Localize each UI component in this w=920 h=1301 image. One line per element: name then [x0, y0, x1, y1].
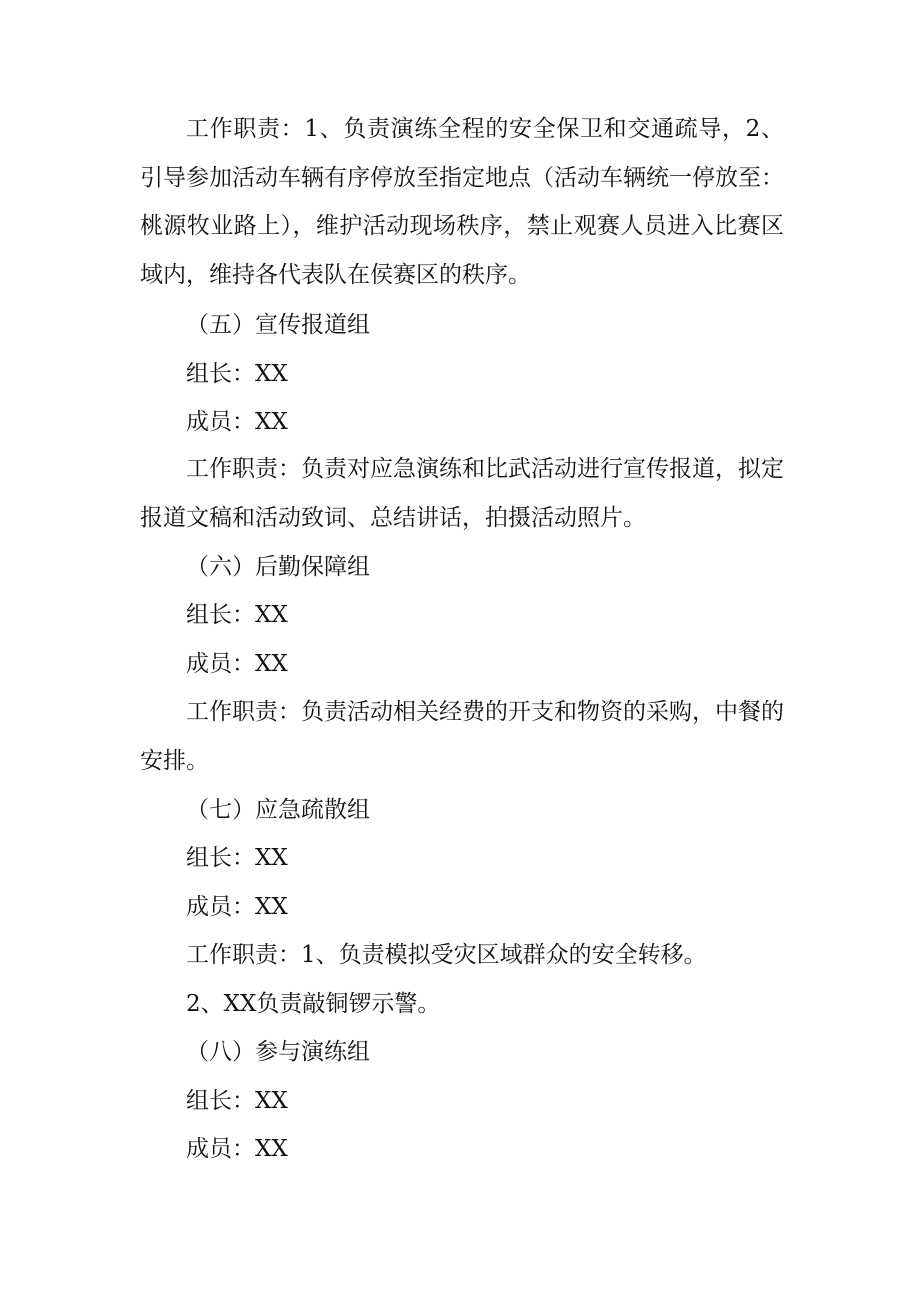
- group-members-line: 成员：XX: [186, 894, 288, 920]
- duty-paragraph-publicity: 工作职责：负责对应急演练和比武活动进行宣传报道，拟定报道文稿和活动致词、总结讲话，拍摄活动照片。: [140, 456, 784, 531]
- duty-line-alarm: 2、XX负责敲铜锣示警。: [186, 991, 441, 1017]
- section-heading-logistics: （六）后勤保障组: [186, 554, 370, 580]
- section-heading-evacuation: （七）应急疏散组: [186, 797, 370, 823]
- group-members-line: 成员：XX: [186, 1136, 288, 1162]
- duty-line-evacuation: 工作职责：1、负责模拟受灾区域群众的安全转移。: [186, 942, 707, 968]
- group-leader-line: 组长：XX: [186, 845, 288, 871]
- duty-paragraph-traffic: 工作职责：1、负责演练全程的安全保卫和交通疏导，2、引导参加活动车辆有序停放至指定地点（活动车辆统一停放至：桃源牧业路上），维护活动现场秩序，禁止观赛人员进入比赛区域内，维持各代表队在侯赛区的秩序。: [140, 116, 784, 288]
- duty-paragraph-logistics: 工作职责：负责活动相关经费的开支和物资的采购，中餐的安排。: [140, 699, 784, 774]
- group-leader-line: 组长：XX: [186, 361, 288, 387]
- group-leader-line: 组长：XX: [186, 602, 288, 628]
- section-heading-publicity: （五）宣传报道组: [186, 312, 370, 338]
- section-heading-drill-participants: （八）参与演练组: [186, 1039, 370, 1065]
- group-leader-line: 组长：XX: [186, 1088, 288, 1114]
- group-members-line: 成员：XX: [186, 651, 288, 677]
- group-members-line: 成员：XX: [186, 409, 288, 435]
